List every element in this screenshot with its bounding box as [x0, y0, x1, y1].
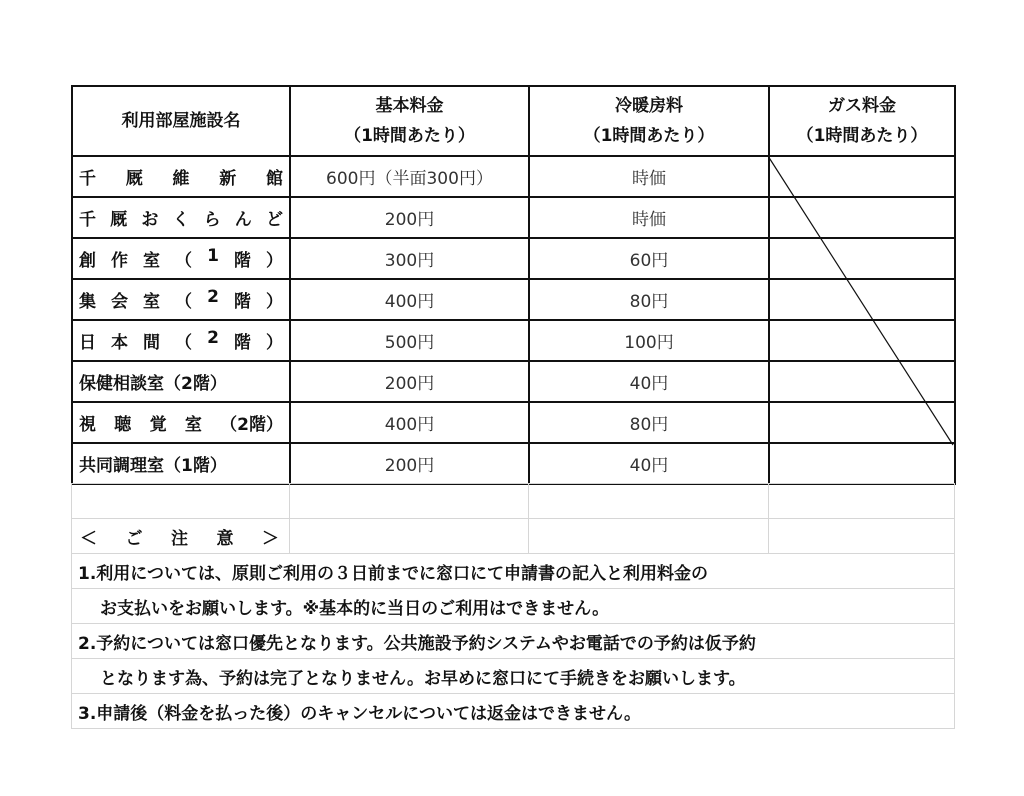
fee-table-row	[72, 443, 955, 484]
blank-row	[72, 484, 955, 519]
facility-name-char: 新	[219, 169, 237, 189]
gas-fee-value	[769, 197, 955, 238]
facility-name-char: 保健相談室（2階）	[79, 374, 227, 394]
basic-fee-value: 200円	[290, 197, 529, 238]
facility-name-char: ん	[234, 210, 252, 230]
fee-table-row	[72, 320, 955, 361]
facility-name-char: ）	[265, 333, 283, 353]
notes-heading-char: 意	[216, 528, 234, 549]
facility-name	[72, 402, 290, 443]
header-gas-fee-title: ガス料金	[828, 96, 896, 116]
notes-heading-char: ご	[125, 528, 143, 549]
facility-name-char: く	[172, 210, 190, 230]
facility-name	[72, 361, 290, 402]
facility-name-char: 階	[233, 292, 251, 312]
facility-name-char: 視	[79, 415, 96, 435]
facility-name-char: 覚	[149, 415, 167, 435]
gas-fee-value	[769, 443, 955, 484]
header-basic-fee	[290, 86, 529, 156]
facility-name-char: 厩	[110, 210, 128, 230]
facility-name-char: 室	[143, 251, 161, 271]
facility-name-char: 日	[79, 333, 96, 353]
facility-name-char: 厩	[125, 169, 143, 189]
facility-name-char: 聴	[114, 415, 132, 435]
facility-name-char: 本	[111, 333, 129, 353]
heating-fee-value: 80円	[529, 279, 769, 320]
notes-table	[71, 483, 955, 729]
basic-fee-value: 200円	[290, 361, 529, 402]
facility-name	[72, 238, 290, 279]
facility-name-char: ど	[265, 210, 283, 230]
facility-name-char: 階	[233, 333, 251, 353]
notes-heading	[72, 519, 290, 554]
header-facility: 利用部屋施設名	[72, 86, 290, 156]
fee-table-row	[72, 402, 955, 443]
notes-heading-char: ＜	[80, 528, 97, 549]
facility-name-char: 創	[79, 251, 96, 271]
facility-name-char: 作	[111, 251, 129, 271]
notes-heading-row	[72, 519, 955, 554]
facility-name-char: お	[141, 210, 159, 230]
heating-fee-value: 40円	[529, 443, 769, 484]
note-3: 3.申請後（料金を払った後）のキャンセルについては返金はできません。	[72, 694, 955, 729]
facility-name	[72, 156, 290, 197]
note-line	[72, 589, 955, 624]
fee-table-row	[72, 156, 955, 197]
note-2-cont: となります為、予約は完了となりません。お早めに窓口にて手続きをお願いします。	[72, 659, 955, 694]
heating-fee-value: 60円	[529, 238, 769, 279]
facility-name-char: （2階）	[220, 415, 283, 435]
facility-name-char: 室	[184, 415, 202, 435]
note-line	[72, 554, 955, 589]
basic-fee-value: 400円	[290, 402, 529, 443]
facility-name-char: 集	[79, 292, 96, 312]
gas-fee-value	[769, 279, 955, 320]
heating-fee-value: 100円	[529, 320, 769, 361]
header-basic-fee-unit: （1時間あたり）	[344, 126, 475, 146]
facility-name-char: 階	[233, 251, 251, 271]
facility-name-char: （	[175, 333, 193, 353]
facility-name-char: （	[175, 251, 193, 271]
facility-name-char: 維	[172, 169, 190, 189]
fee-table-row	[72, 279, 955, 320]
facility-name-char: 1	[207, 246, 219, 266]
facility-name	[72, 320, 290, 361]
basic-fee-value: 400円	[290, 279, 529, 320]
gas-fee-value	[769, 361, 955, 402]
fee-table	[71, 85, 956, 485]
fee-table-header-row	[72, 86, 955, 156]
note-1-cont: お支払いをお願いします。※基本的に当日のご利用はできません。	[72, 589, 955, 624]
heating-fee-value: 80円	[529, 402, 769, 443]
facility-name-char: 千	[79, 210, 96, 230]
facility-name	[72, 279, 290, 320]
note-2: 2.予約については窓口優先となります。公共施設予約システムやお電話での予約は仮予約	[72, 624, 955, 659]
facility-name-char: 共同調理室（1階）	[79, 456, 227, 476]
header-heating-fee-title: 冷暖房料	[615, 96, 683, 116]
notes-heading-char: ＞	[262, 528, 279, 549]
fee-table-row	[72, 361, 955, 402]
basic-fee-value: 300円	[290, 238, 529, 279]
note-line	[72, 694, 955, 729]
header-gas-fee-unit: （1時間あたり）	[796, 126, 928, 146]
gas-fee-value	[769, 320, 955, 361]
note-line	[72, 624, 955, 659]
facility-name-char: 間	[143, 333, 161, 353]
header-heating-fee-unit: （1時間あたり）	[583, 126, 715, 146]
facility-name-char: 2	[207, 287, 219, 307]
facility-name-char: ）	[265, 292, 283, 312]
note-1: 1.利用については、原則ご利用の３日前までに窓口にて申請書の記入と利用料金の	[72, 554, 955, 589]
fee-table-row	[72, 197, 955, 238]
gas-fee-value	[769, 402, 955, 443]
facility-name-char: 館	[266, 169, 283, 189]
facility-name	[72, 197, 290, 238]
basic-fee-value: 600円（半面300円）	[290, 156, 529, 197]
header-heating-fee	[529, 86, 769, 156]
heating-fee-value: 40円	[529, 361, 769, 402]
facility-name-char: 会	[111, 292, 129, 312]
heating-fee-value: 時価	[529, 197, 769, 238]
header-gas-fee	[769, 86, 955, 156]
fee-table-row	[72, 238, 955, 279]
notes-heading-char: 注	[171, 528, 188, 549]
basic-fee-value: 500円	[290, 320, 529, 361]
facility-name-char: 2	[207, 328, 219, 348]
facility-name-char: 千	[79, 169, 96, 189]
facility-name-char: ）	[265, 251, 283, 271]
basic-fee-value: 200円	[290, 443, 529, 484]
facility-name-char: ら	[203, 210, 221, 230]
gas-fee-value	[769, 156, 955, 197]
note-line	[72, 659, 955, 694]
facility-name-char: （	[175, 292, 193, 312]
gas-fee-value	[769, 238, 955, 279]
facility-name	[72, 443, 290, 484]
facility-name-char: 室	[143, 292, 161, 312]
header-basic-fee-title: 基本料金	[375, 96, 444, 116]
heating-fee-value: 時価	[529, 156, 769, 197]
